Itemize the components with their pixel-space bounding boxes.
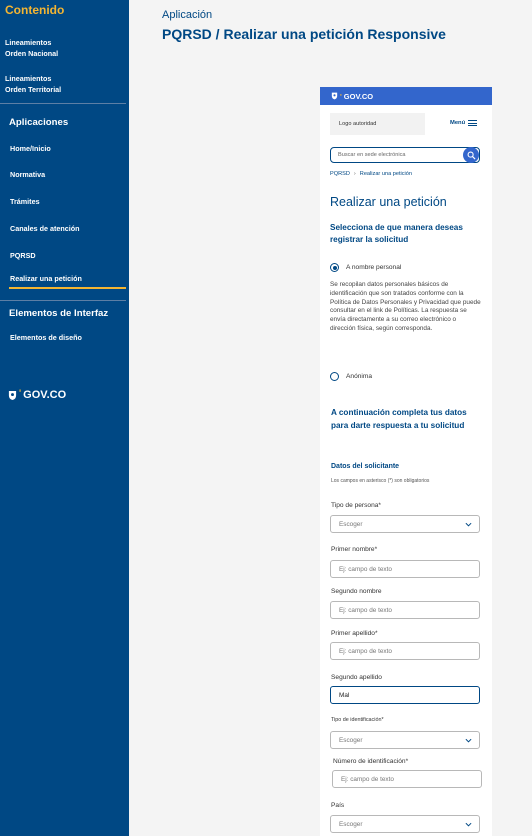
menu-button[interactable]	[450, 120, 477, 126]
sidebar-link-orden-territorial[interactable]	[5, 73, 61, 95]
sidebar-section-elementos: Elementos de Interfaz	[9, 308, 109, 319]
breadcrumb-item[interactable]: PQRSD	[330, 171, 350, 177]
active-item-indicator	[9, 287, 126, 289]
pais-label: País	[331, 802, 345, 809]
authority-logo-placeholder: Logo autoridad	[330, 113, 425, 135]
sidebar-item-tramites[interactable]: Trámites	[10, 197, 40, 206]
breadcrumb	[330, 171, 412, 177]
govco-shield-icon	[8, 390, 17, 401]
sidebar-link-line2: Orden Territorial	[5, 85, 62, 94]
tipo-persona-select[interactable]	[330, 515, 480, 533]
hamburger-icon	[468, 120, 477, 126]
primer-nombre-input[interactable]: Ej: campo de texto	[330, 560, 480, 578]
sidebar-link-orden-nacional[interactable]	[5, 37, 58, 59]
numero-identificacion-input[interactable]: Ej: campo de texto	[332, 770, 482, 788]
govco-shield-icon	[331, 92, 338, 100]
tipo-persona-label: Tipo de persona*	[331, 502, 381, 509]
chevron-down-icon	[465, 521, 472, 528]
continue-heading: A continuación completa tus datos para darte respuesta a tu solicitud	[331, 408, 467, 430]
radio-anonima-label[interactable]: Anónima	[346, 373, 373, 380]
radio-selected-dot	[333, 266, 337, 270]
chevron-down-icon	[465, 821, 472, 828]
tipo-identificacion-select[interactable]	[330, 731, 480, 749]
govco-logo-text: GOV.CO	[23, 389, 67, 401]
sidebar-item-canales[interactable]: Canales de atención	[10, 224, 80, 233]
sidebar-section-aplicaciones: Aplicaciones	[9, 117, 69, 128]
sidebar-divider	[0, 103, 126, 104]
sidebar-item-elementos-diseno[interactable]: Elementos de diseño	[10, 333, 82, 342]
sidebar-item-realizar-peticion[interactable]: Realizar una petición	[10, 274, 82, 283]
govco-logo	[8, 389, 66, 401]
pais-select[interactable]	[330, 815, 480, 833]
segundo-apellido-input[interactable]: Mal	[330, 686, 480, 704]
tipo-identificacion-label: Tipo de identificación*	[331, 717, 384, 723]
primer-nombre-label: Primer nombre*	[331, 546, 378, 553]
page-subtitle: Aplicación	[162, 9, 213, 21]
search-button[interactable]	[463, 147, 479, 163]
segundo-nombre-label: Segundo nombre	[331, 588, 382, 595]
gov-bar	[320, 87, 492, 105]
search-input[interactable]: Buscar en sede electrónica	[330, 147, 480, 163]
radio-personal[interactable]	[330, 263, 339, 272]
segundo-nombre-input[interactable]: Ej: campo de texto	[330, 601, 480, 619]
sidebar-divider	[0, 300, 126, 301]
sidebar-item-pqrsd[interactable]: PQRSD	[10, 251, 36, 260]
required-note: Los campos en asterisco (*) son obligatorios	[331, 478, 430, 484]
search-icon	[467, 151, 476, 160]
gov-bar-text[interactable]: GOV.CO	[343, 91, 374, 101]
segundo-apellido-label: Segundo apellido	[331, 674, 382, 681]
sidebar-link-line1: Lineamientos	[5, 38, 52, 47]
radio-anonima[interactable]	[330, 372, 339, 381]
numero-identificacion-label: Número de identificación*	[333, 758, 409, 765]
section-title: Datos del solicitante	[331, 463, 400, 470]
breadcrumb-separator: ›	[353, 171, 356, 177]
menu-label: Menú	[450, 120, 466, 126]
select-value: Escoger	[339, 520, 363, 528]
sidebar-item-normativa[interactable]: Normativa	[10, 170, 46, 179]
sidebar-link-line2: Orden Nacional	[5, 49, 59, 58]
request-type-question: Selecciona de que manera deseas registrar la solicitud	[330, 223, 463, 244]
select-value: Escoger	[339, 820, 363, 828]
sidebar-title: Contenido	[5, 3, 65, 17]
chevron-down-icon	[465, 737, 472, 744]
form-heading: Realizar una petición	[330, 195, 447, 209]
select-value: Escoger	[339, 736, 363, 744]
responsive-preview	[320, 87, 492, 836]
govco-flag-mark: '	[340, 91, 342, 101]
privacy-text: Se recopilan datos personales básicos de identificación que son tratados conforme con la Política de Datos Personales y Privacidad que puede consultar en el link de Políticas. La respuesta se envía directamente a su correo electrónico o dirección física, según corresponda.	[330, 281, 481, 332]
govco-flag-mark: '	[19, 387, 22, 398]
page-title: PQRSD / Realizar una petición Responsive	[162, 26, 446, 42]
breadcrumb-item: Realizar una petición	[359, 171, 413, 177]
primer-apellido-label: Primer apellido*	[331, 630, 378, 637]
radio-personal-label[interactable]: A nombre personal	[346, 264, 402, 271]
sidebar-link-line1: Lineamientos	[5, 74, 52, 83]
sidebar	[0, 0, 129, 836]
sidebar-item-home[interactable]: Home/Inicio	[10, 144, 51, 153]
primer-apellido-input[interactable]: Ej: campo de texto	[330, 642, 480, 660]
